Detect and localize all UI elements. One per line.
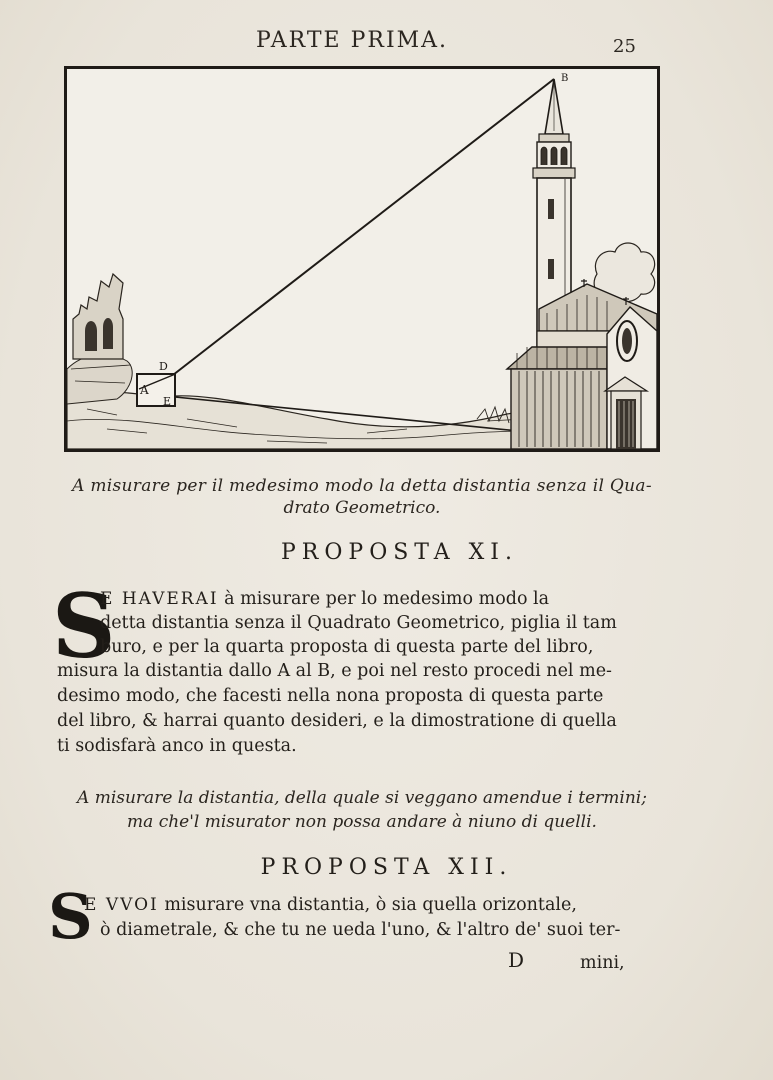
- proposition-11-heading: PROPOSTA XI.: [280, 540, 518, 565]
- proposition-11-line-1: [100, 589, 549, 609]
- proposition-12-line-2: ò diametrale, & che tu ne ueda l'uno, & l'altro de' suoi ter-: [100, 920, 621, 940]
- dropcap-initial-2: S: [48, 880, 93, 953]
- figure-caption-line-2: drato Geometrico.: [283, 498, 441, 518]
- woodcut-illustration: [64, 66, 660, 452]
- proposition-11-line-1-text: à misurare per lo medesimo modo la: [224, 589, 550, 609]
- label-a: A: [140, 383, 149, 397]
- proposition-11-line-3: buro, e per la quarta proposta di questa parte del libro,: [100, 637, 594, 657]
- dropcap-initial-1: S: [52, 574, 116, 678]
- woodcut-drawing: [67, 69, 657, 449]
- proposition-11-line-4: misura la distantia dallo A al B, e poi nel resto procedi nel me-: [57, 661, 612, 681]
- figure-caption-line-1: A misurare per il medesimo modo la detta distantia senza il Qua-: [72, 476, 652, 496]
- proposition-11-line-7: ti sodisfarà anco in questa.: [57, 736, 297, 756]
- label-d: D: [159, 360, 168, 373]
- caption-2-line-1: A misurare la distantia, della quale si veggano amendue i termini;: [77, 788, 647, 808]
- proposition-12-line-1-text: misurare vna distantia, ò sia quella orizontale,: [164, 895, 577, 915]
- proposition-12-line-1: [84, 895, 577, 915]
- proposition-11-line-6: del libro, & harrai quanto desideri, e la dimostratione di quella: [57, 711, 617, 731]
- proposition-12-heading: PROPOSTA XII.: [260, 855, 513, 880]
- label-e: E: [163, 395, 172, 408]
- proposition-11-line-5: desimo modo, che facesti nella nona proposta di questa parte: [57, 686, 604, 706]
- signature-mark: D: [508, 948, 525, 972]
- catchword: mini,: [580, 953, 625, 973]
- label-b: B: [561, 73, 569, 84]
- proposition-11-lead: E HAVERAI: [100, 589, 219, 609]
- page-number: 25: [613, 36, 636, 57]
- running-head: PARTE PRIMA.: [256, 28, 449, 53]
- caption-2-line-2: ma che'l misurator non possa andare à niuno di quelli.: [127, 812, 597, 832]
- proposition-11-line-2: detta distantia senza il Quadrato Geometrico, piglia il tam: [100, 613, 617, 633]
- proposition-12-lead: E VVOI: [84, 895, 159, 915]
